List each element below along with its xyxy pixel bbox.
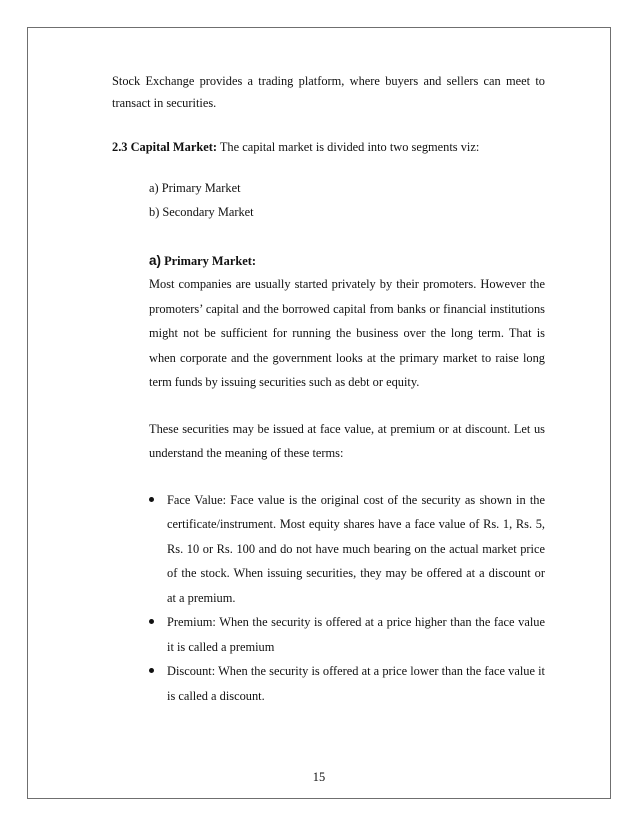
list-item-text: Premium: When the security is offered at a price higher than the face value it is called a premium bbox=[167, 615, 545, 654]
primary-market-letter: a) bbox=[149, 253, 162, 268]
segment-item-secondary: b) Secondary Market bbox=[149, 205, 254, 219]
list-item-discount bbox=[149, 659, 545, 708]
terms-list bbox=[149, 488, 545, 709]
primary-market-heading bbox=[149, 250, 545, 272]
intro-paragraph: Stock Exchange provides a trading platform, where buyers and sellers can meet to transact in securities. bbox=[112, 74, 545, 110]
section-heading bbox=[112, 136, 545, 158]
primary-market-paragraph: Most companies are usually started privately by their promoters. However the promoters’ capital and the borrowed capital from banks or financial institutions might not be sufficient for running the business over the long term. That is when corporate and the government looks at the primary market to raise long term funds by issuing securities such as debt or equity. bbox=[149, 277, 545, 389]
bullet-icon bbox=[149, 497, 154, 502]
list-item-text: Face Value: Face value is the original cost of the security as shown in the certificate/instrument. Most equity shares have a face value of Rs. 1, Rs. 5, Rs. 10 or Rs. 100 and do not have much bearing on the actual market price of the stock. When issuing securities, they may be offered at a discount or at a premium. bbox=[167, 492, 545, 605]
section-text: The capital market is divided into two segments viz: bbox=[216, 140, 480, 154]
page-number: 15 bbox=[312, 770, 326, 784]
bullet-icon bbox=[149, 668, 154, 673]
segment-item-primary: a) Primary Market bbox=[149, 181, 241, 195]
section-title: 2.3 Capital Market: bbox=[112, 140, 217, 154]
list-item-text: Discount: When the security is offered at a price lower than the face value it is called a discount. bbox=[167, 664, 545, 703]
securities-paragraph: These securities may be issued at face value, at premium or at discount. Let us understand the meaning of these terms: bbox=[149, 421, 545, 460]
primary-market-title: Primary Market: bbox=[161, 254, 256, 268]
bullet-icon bbox=[149, 619, 154, 624]
list-item-premium bbox=[149, 610, 545, 659]
document-body bbox=[112, 70, 545, 720]
list-item-face-value bbox=[149, 488, 545, 611]
segment-list bbox=[149, 176, 545, 224]
